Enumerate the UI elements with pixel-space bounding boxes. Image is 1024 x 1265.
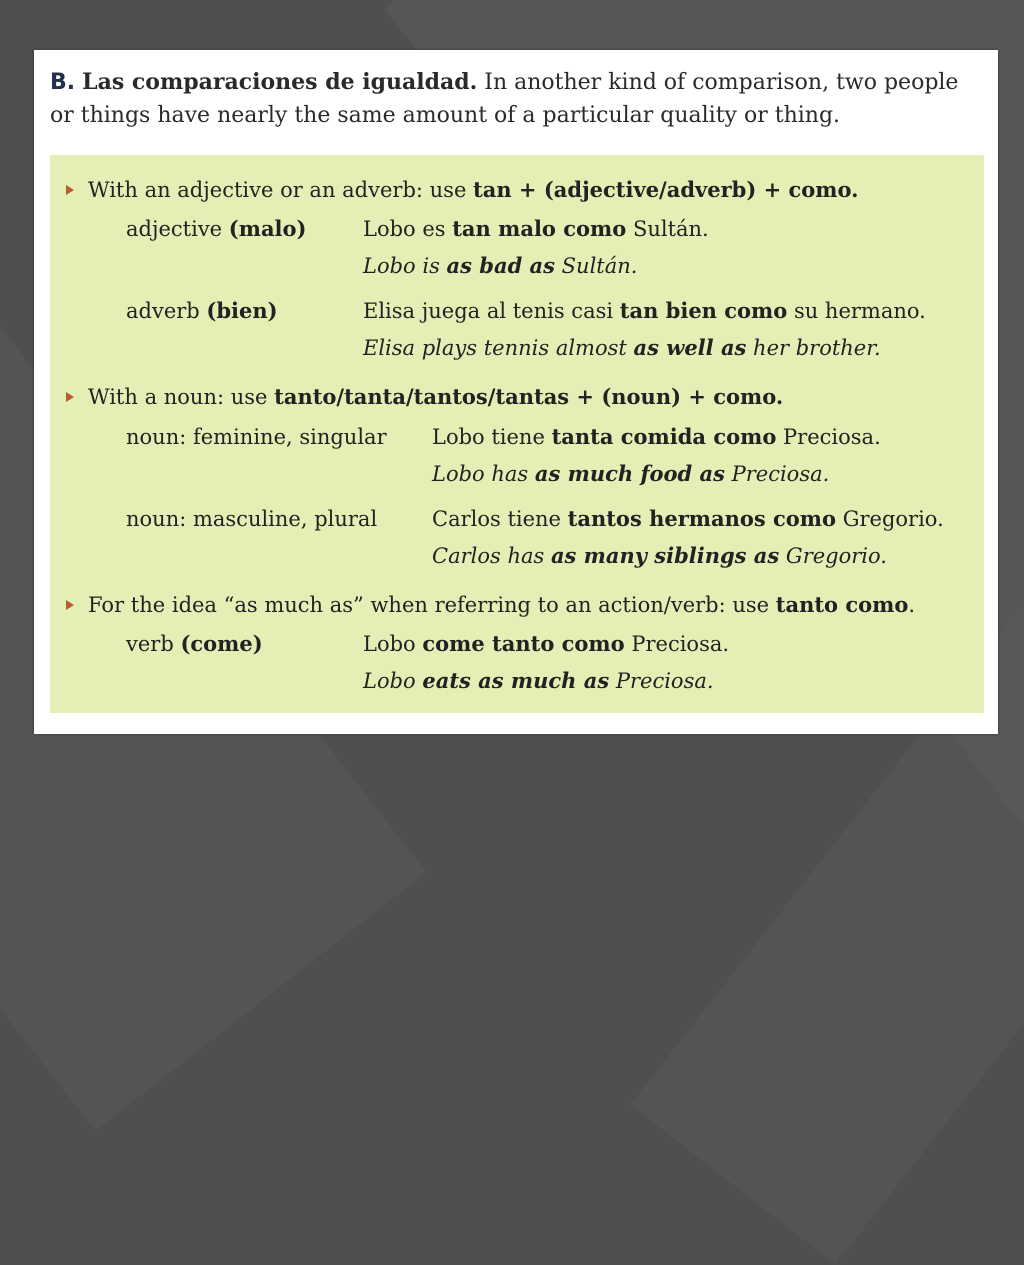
bullet-noun: With a noun: use tanto/tanta/tantos/tantas + (noun) + como. xyxy=(66,382,966,412)
example-spanish: Lobo es tan malo como Sultán. xyxy=(363,216,709,241)
intro-text-2: or things have nearly the same amount of a particular quality or thing. xyxy=(50,103,841,128)
example-english: Carlos has as many siblings as Gregorio. xyxy=(432,543,887,568)
bullet-adjective-adverb: With an adjective or an adverb: use tan + (adjective/adverb) + como. xyxy=(66,175,966,205)
slide xyxy=(34,50,998,734)
example-english: Elisa plays tennis almost as well as her brother. xyxy=(363,335,881,360)
example-spanish: Elisa juega al tenis casi tan bien como su hermano. xyxy=(363,298,926,323)
section-letter: B. xyxy=(50,70,76,95)
intro-text-1: In another kind of comparison, two people xyxy=(477,70,959,95)
intro-paragraph xyxy=(50,66,980,132)
example-label: adjective (malo) xyxy=(126,216,307,241)
example-label: noun: masculine, plural xyxy=(126,507,378,531)
section-title: Las comparaciones de igualdad. xyxy=(82,69,478,95)
example-label: noun: feminine, singular xyxy=(126,425,387,449)
example-english: Lobo is as bad as Sultán. xyxy=(363,253,638,278)
example-english: Lobo eats as much as Preciosa. xyxy=(363,668,714,693)
grammar-panel xyxy=(50,155,984,713)
example-label: adverb (bien) xyxy=(126,298,278,323)
example-label: verb (come) xyxy=(126,631,263,656)
bullet-verb: For the idea “as much as” when referring to an action/verb: use tanto como. xyxy=(66,590,966,620)
bullet-arrow-icon xyxy=(66,600,74,610)
example-spanish: Lobo tiene tanta comida como Preciosa. xyxy=(432,424,881,449)
bullet-arrow-icon xyxy=(66,392,74,402)
example-english: Lobo has as much food as Preciosa. xyxy=(432,461,830,486)
example-spanish: Carlos tiene tantos hermanos como Gregorio. xyxy=(432,506,944,531)
bullet-arrow-icon xyxy=(66,185,74,195)
example-spanish: Lobo come tanto como Preciosa. xyxy=(363,631,730,656)
